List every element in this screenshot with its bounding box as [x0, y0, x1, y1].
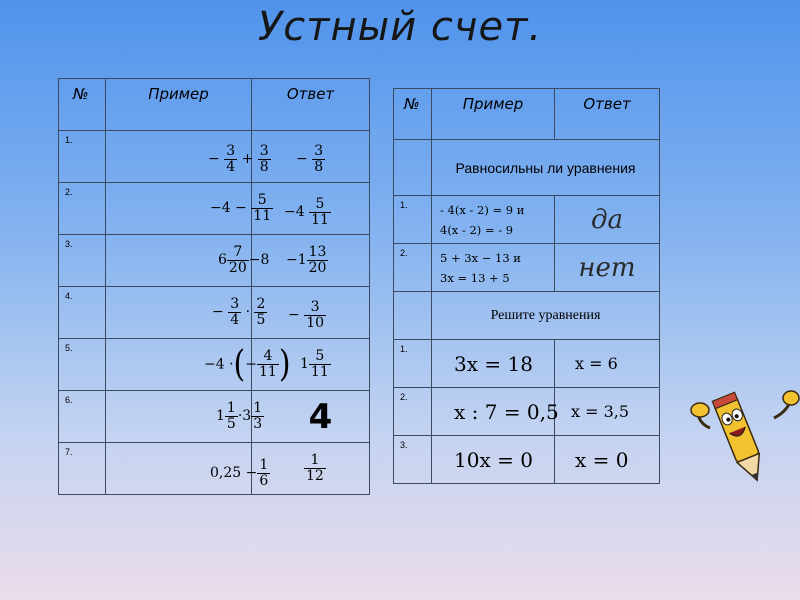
- section-title-equivalence: Равносильны ли уравнения: [432, 140, 660, 196]
- answer-expression: $\frac{1}{12}$: [252, 443, 370, 495]
- header-number: №: [394, 89, 432, 140]
- pencil-mascot-icon: [688, 382, 800, 492]
- answer-expression: −4 $\frac{5}{11}$: [252, 183, 370, 235]
- table-row: [59, 131, 370, 183]
- example-expression: − $\frac{3}{4}$ · $\frac{2}{5}$: [106, 287, 252, 339]
- example-expression: 0,25 − $\frac{1}{6}$: [106, 443, 252, 495]
- equation-answer: x = 6: [555, 340, 660, 388]
- header-example: Пример: [432, 89, 555, 140]
- example-expression: 6 $\frac{7}{20}$ −8: [106, 235, 252, 287]
- row-number: 2.: [394, 388, 432, 436]
- answer-expression: −1 $\frac{13}{20}$: [252, 235, 370, 287]
- answer-expression: − $\frac{3}{8}$: [252, 131, 370, 183]
- row-number: 1.: [394, 196, 432, 244]
- equation: 3x = 18: [432, 340, 555, 388]
- example-equations: - 4(x - 2) = 9 и 4(x - 2) = - 9: [432, 196, 555, 244]
- row-number: 3.: [394, 436, 432, 484]
- table-row: [394, 388, 660, 436]
- row-number: 4.: [59, 287, 106, 339]
- right-table: [393, 88, 660, 484]
- answer-expression: − $\frac{3}{10}$: [252, 287, 370, 339]
- table-row: [394, 340, 660, 388]
- example-expression: − $\frac{3}{4}$ + $\frac{3}{8}$: [106, 131, 252, 183]
- answer-no: нет: [555, 244, 660, 292]
- equation: x : 7 = 0,5: [432, 388, 555, 436]
- table-row: [59, 183, 370, 235]
- table-row: [394, 436, 660, 484]
- header-answer: Ответ: [252, 79, 370, 131]
- section-title-solve: Решите уравнения: [432, 292, 660, 340]
- equation-answer: x = 0: [555, 436, 660, 484]
- row-number: 2.: [394, 244, 432, 292]
- example-expression: −4 ·(− $\frac{4}{11}$ ): [106, 339, 252, 391]
- answer-expression: 1 $\frac{5}{11}$: [252, 339, 370, 391]
- table-row: [59, 339, 370, 391]
- right-table-header: [394, 89, 660, 140]
- row-number: 1.: [59, 131, 106, 183]
- row-number: 2.: [59, 183, 106, 235]
- table-row: [59, 287, 370, 339]
- example-equations: 5 + 3x − 13 и 3x = 13 + 5: [432, 244, 555, 292]
- equation-answer: x = 3,5: [555, 388, 660, 436]
- example-expression: −4 − $\frac{5}{11}$: [106, 183, 252, 235]
- table-row: [59, 391, 370, 443]
- table-row: [59, 443, 370, 495]
- header-answer: Ответ: [555, 89, 660, 140]
- left-table-header: [59, 79, 370, 131]
- left-table: [58, 78, 370, 495]
- header-number: №: [59, 79, 106, 131]
- table-row: [394, 244, 660, 292]
- row-number: 1.: [394, 340, 432, 388]
- answer-yes: да: [555, 196, 660, 244]
- row-number: 5.: [59, 339, 106, 391]
- row-number: 6.: [59, 391, 106, 443]
- table-row: [394, 196, 660, 244]
- page-title: Устный счет.: [257, 4, 543, 50]
- equation: 10x = 0: [432, 436, 555, 484]
- section-row: [394, 292, 660, 340]
- row-number: 7.: [59, 443, 106, 495]
- answer-expression: 4: [252, 391, 370, 443]
- table-row: [59, 235, 370, 287]
- example-expression: 1 $\frac{1}{5}$ ·3 $\frac{1}{3}$: [106, 391, 252, 443]
- header-example: Пример: [106, 79, 252, 131]
- row-number: 3.: [59, 235, 106, 287]
- section-row: [394, 140, 660, 196]
